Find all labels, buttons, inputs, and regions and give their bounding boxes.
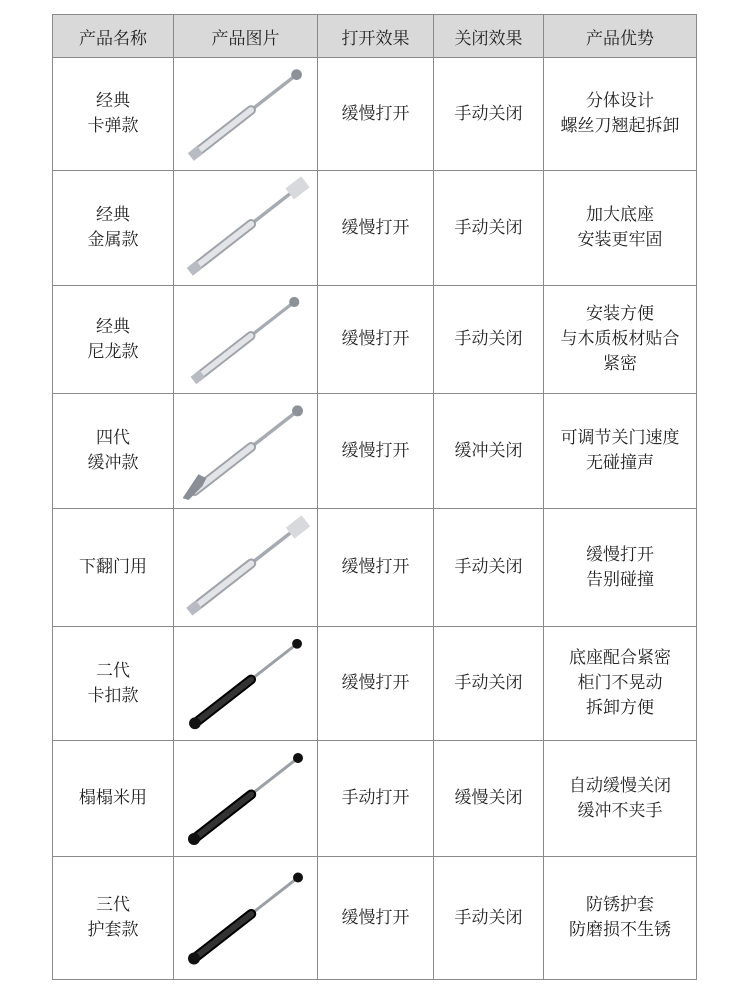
table-row <box>53 741 697 857</box>
silver-gas-strut-icon <box>176 289 316 391</box>
table-row <box>53 509 697 627</box>
product-image-cell <box>174 627 318 741</box>
header-row <box>53 15 697 58</box>
product-advantage-cell <box>544 509 697 627</box>
advantage-line: 与木质板材贴合 <box>560 329 680 349</box>
product-image-cell <box>174 171 318 286</box>
product-advantage-cell <box>544 627 697 741</box>
open-effect-cell: 缓慢打开 <box>318 394 434 509</box>
product-image-cell <box>174 286 318 394</box>
product-image-cell <box>174 394 318 509</box>
close-effect-cell: 手动关闭 <box>434 857 544 980</box>
product-image-cell <box>174 857 318 980</box>
advantage-line: 缓慢打开 <box>586 544 654 565</box>
product-name-line: 护套款 <box>87 920 139 940</box>
silver-gas-strut-icon <box>176 397 316 506</box>
header-product-name: 产品名称 <box>53 15 174 58</box>
close-effect-cell: 手动关闭 <box>434 58 544 171</box>
black-gas-strut-icon <box>176 630 316 738</box>
header-product-image: 产品图片 <box>174 15 318 58</box>
product-name-cell <box>53 741 174 857</box>
close-effect-cell: 手动关闭 <box>434 627 544 741</box>
header-product-advantage: 产品优势 <box>544 15 697 58</box>
product-name-cell <box>53 286 174 394</box>
product-name-line: 榻榻米用 <box>79 788 147 808</box>
product-name-cell <box>53 857 174 980</box>
product-image-cell <box>174 58 318 171</box>
open-effect-cell: 缓慢打开 <box>318 286 434 394</box>
product-advantage-cell <box>544 394 697 509</box>
advantage-line: 螺丝刀翘起拆卸 <box>560 116 680 136</box>
product-advantage-cell <box>544 741 697 857</box>
product-image-cell <box>174 509 318 627</box>
close-effect-cell: 缓慢关闭 <box>434 741 544 857</box>
silver-gas-strut-icon <box>176 174 316 283</box>
product-name-line: 经典 <box>96 91 130 111</box>
table-row <box>53 171 697 286</box>
product-advantage-cell <box>544 286 697 394</box>
table-row <box>53 58 697 171</box>
open-effect-cell: 缓慢打开 <box>318 627 434 741</box>
advantage-line: 缓冲不夹手 <box>577 800 663 821</box>
product-name-line: 经典 <box>96 316 130 337</box>
open-effect-cell: 缓慢打开 <box>318 171 434 286</box>
advantage-line: 分体设计 <box>586 91 654 111</box>
product-name-line: 尼龙款 <box>87 341 139 362</box>
open-effect-cell: 缓慢打开 <box>318 58 434 171</box>
advantage-line: 紧密 <box>603 354 637 374</box>
close-effect-cell: 手动关闭 <box>434 171 544 286</box>
advantage-line: 底座配合紧密 <box>569 648 671 668</box>
product-advantage-cell <box>544 58 697 171</box>
advantage-line: 加大底座 <box>586 205 654 225</box>
header-open-effect: 打开效果 <box>318 15 434 58</box>
advantage-line: 无碰撞声 <box>586 453 654 473</box>
product-name-cell <box>53 171 174 286</box>
advantage-line: 告别碰撞 <box>586 569 654 590</box>
product-name-cell <box>53 627 174 741</box>
advantage-line: 可调节关门速度 <box>560 428 680 448</box>
header-close-effect: 关闭效果 <box>434 15 544 58</box>
table-row <box>53 857 697 980</box>
table-row <box>53 394 697 509</box>
advantage-line: 防锈护套 <box>586 895 654 915</box>
product-name-line: 金属款 <box>87 230 139 250</box>
advantage-line: 安装方便 <box>586 304 654 324</box>
close-effect-cell: 缓冲关闭 <box>434 394 544 509</box>
product-name-line: 下翻门用 <box>79 557 147 577</box>
black-gas-strut-icon <box>176 744 316 854</box>
product-image-cell <box>174 741 318 857</box>
product-advantage-cell <box>544 171 697 286</box>
silver-gas-strut-icon <box>176 512 316 624</box>
product-name-cell <box>53 58 174 171</box>
table-row <box>53 286 697 394</box>
advantage-line: 自动缓慢关闭 <box>569 775 671 796</box>
product-name-line: 卡扣款 <box>87 685 139 706</box>
product-spec-table <box>52 14 697 980</box>
silver-gas-strut-icon <box>176 61 316 168</box>
product-name-line: 经典 <box>96 205 130 225</box>
product-name-cell <box>53 394 174 509</box>
product-name-cell <box>53 509 174 627</box>
close-effect-cell: 手动关闭 <box>434 509 544 627</box>
open-effect-cell: 缓慢打开 <box>318 509 434 627</box>
advantage-line: 安装更牢固 <box>577 230 663 250</box>
product-name-line: 四代 <box>96 428 130 448</box>
product-name-line: 三代 <box>96 895 130 915</box>
product-name-line: 二代 <box>96 660 130 681</box>
black-gas-strut-icon <box>176 860 316 977</box>
product-name-line: 缓冲款 <box>87 453 139 473</box>
product-name-line: 卡弹款 <box>87 116 139 136</box>
open-effect-cell: 手动打开 <box>318 741 434 857</box>
table-row <box>53 627 697 741</box>
close-effect-cell: 手动关闭 <box>434 286 544 394</box>
product-advantage-cell <box>544 857 697 980</box>
advantage-line: 拆卸方便 <box>586 698 654 718</box>
open-effect-cell: 缓慢打开 <box>318 857 434 980</box>
advantage-line: 防磨损不生锈 <box>569 920 671 940</box>
advantage-line: 柜门不晃动 <box>577 673 663 693</box>
